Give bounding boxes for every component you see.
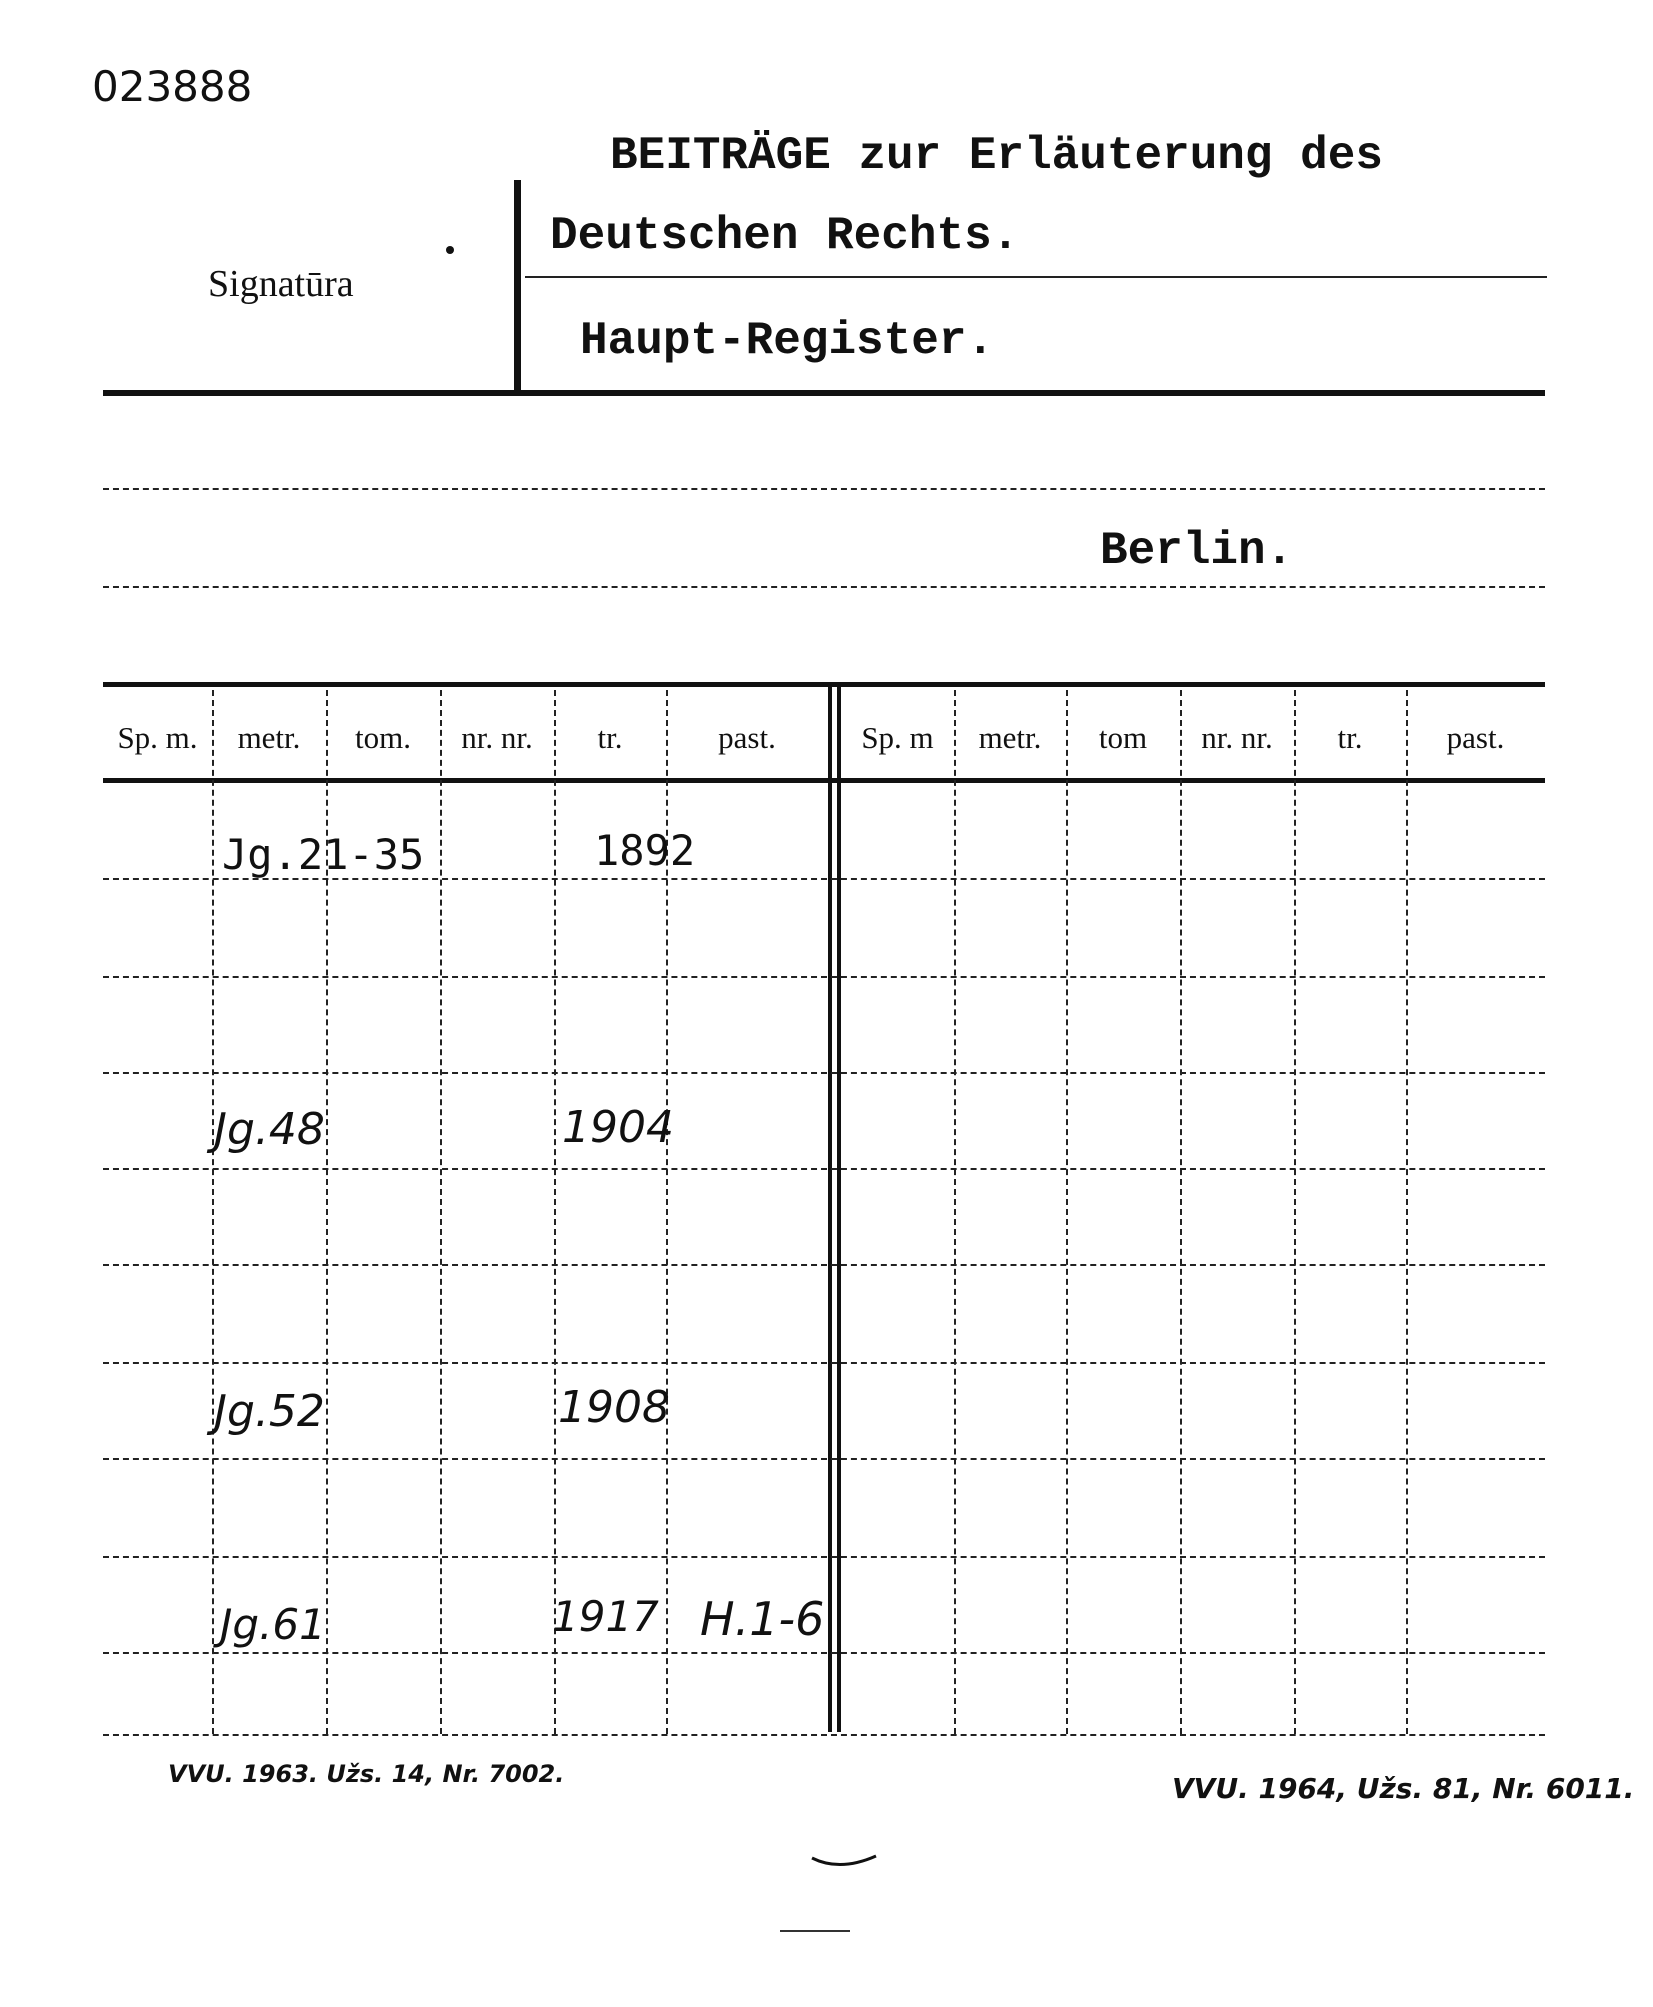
header-bottom-rule: [103, 390, 1545, 396]
row-rule-9: [103, 1652, 1545, 1654]
signatura-label: Signatūra: [208, 263, 354, 305]
entry-3-metr: Jg.52: [214, 1386, 325, 1437]
place-rule-bottom: [103, 586, 1545, 588]
entry-4-past: H.1-6: [700, 1592, 825, 1646]
col-sep-right-3: [1180, 690, 1182, 1734]
table-top-rule: [103, 682, 1545, 687]
col-sep-left-3: [440, 690, 442, 1734]
header-metr-right: metr.: [978, 720, 1042, 755]
row-rule-4: [103, 1168, 1545, 1170]
card-id-number: 023888: [92, 62, 253, 111]
bottom-mark: [810, 1852, 880, 1876]
row-rule-2: [103, 976, 1545, 978]
signatura-dot: [446, 246, 454, 254]
row-rule-8: [103, 1556, 1545, 1558]
header-tom-right: tom: [1098, 720, 1148, 755]
row-rule-3: [103, 1072, 1545, 1074]
entry-1-tr: 1892: [594, 826, 696, 875]
row-rule-5: [103, 1264, 1545, 1266]
col-sep-right-1: [954, 690, 956, 1734]
table-center-divider-a: [828, 686, 832, 1732]
col-sep-left-1: [212, 690, 214, 1734]
header-tr-right: tr.: [1337, 720, 1363, 755]
header-metr-left: metr.: [237, 720, 301, 755]
footer-note-left: VVU. 1963. Užs. 14, Nr. 7002.: [168, 1760, 565, 1788]
row-rule-7: [103, 1458, 1545, 1460]
col-sep-left-4: [554, 690, 556, 1734]
title-rule: [525, 276, 1547, 278]
header-tr-left: tr.: [597, 720, 623, 755]
header-past-right: past.: [1446, 720, 1505, 755]
entry-3-tr: 1908: [558, 1382, 670, 1433]
title-line-1: BEITRÄGE zur Erläuterung des: [610, 130, 1383, 182]
header-tom-left: tom.: [355, 720, 411, 755]
place-rule-top: [103, 488, 1545, 490]
subtitle: Haupt-Register.: [580, 315, 995, 367]
entry-4-metr: Jg.61: [220, 1600, 326, 1649]
entry-2-metr: Jg.48: [214, 1104, 325, 1155]
header-nr-nr-right: nr. nr.: [1201, 720, 1273, 755]
entry-1-metr: Jg.21-35: [222, 830, 425, 879]
footer-note-right: VVU. 1964, Užs. 81, Nr. 6011.: [1172, 1772, 1635, 1805]
table-header-rule: [103, 778, 1545, 783]
table-center-divider-b: [837, 686, 841, 1732]
header-past-left: past.: [718, 720, 776, 755]
bottom-scratch: [780, 1930, 850, 1932]
header-nr-nr-left: nr. nr.: [461, 720, 533, 755]
title-line-2: Deutschen Rechts.: [550, 210, 1020, 262]
entry-4-tr: 1917: [552, 1592, 659, 1641]
col-sep-right-4: [1294, 690, 1296, 1734]
header-divider-vertical: [514, 180, 521, 392]
table-bottom-rule: [103, 1734, 1545, 1736]
row-rule-6: [103, 1362, 1545, 1364]
col-sep-right-2: [1066, 690, 1068, 1734]
header-sp-m-right: Sp. m: [861, 720, 934, 755]
col-sep-right-5: [1406, 690, 1408, 1734]
place-label: Berlin.: [1100, 525, 1294, 577]
entry-2-tr: 1904: [562, 1102, 674, 1153]
header-sp-m-left: Sp. m.: [117, 720, 198, 755]
